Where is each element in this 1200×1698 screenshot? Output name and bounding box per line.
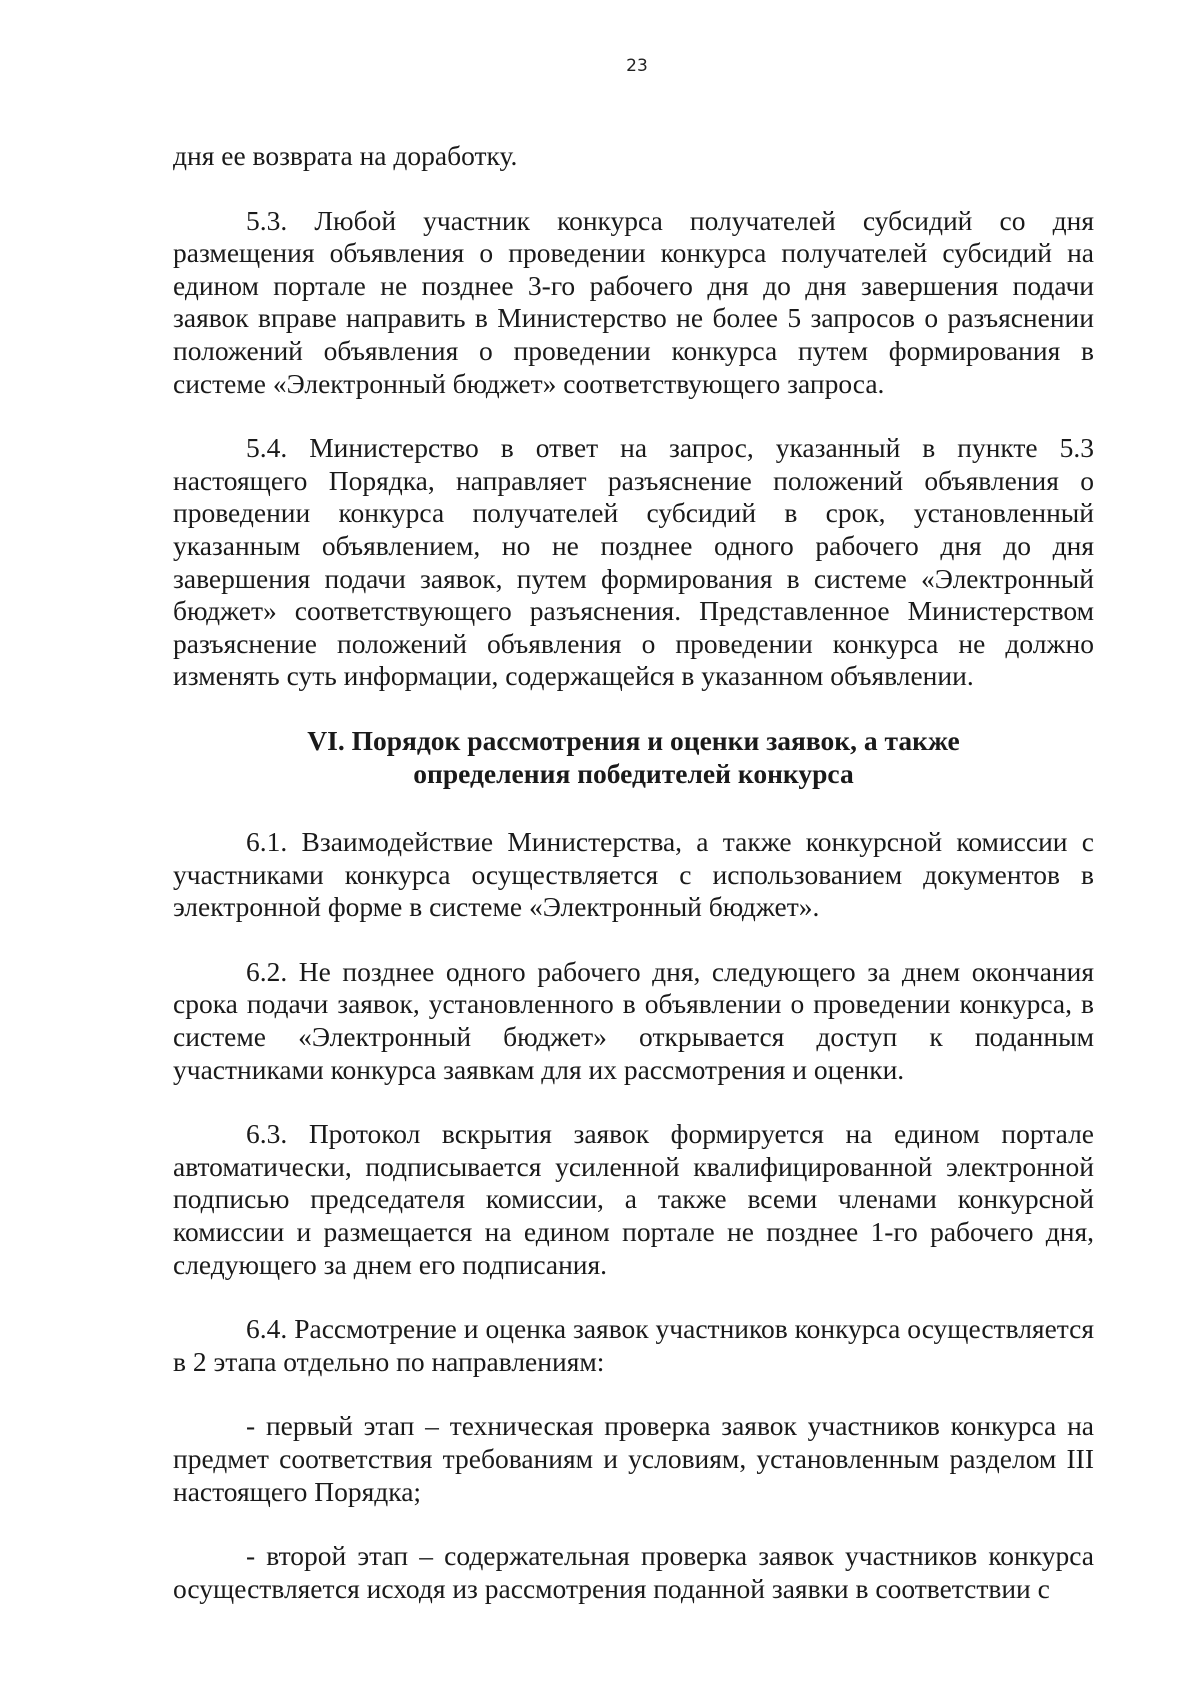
page-number: 23 xyxy=(626,56,648,76)
paragraph-6-3: 6.3. Протокол вскрытия заявок формируется на едином портале автоматически, подписывается усиленной квалифицированной электронной подписью председателя комиссии, а также всеми членами конкурсной комиссии и размещается на едином портале не позднее 1-го рабочего дня, следующего за днем его подписания. xyxy=(173,1118,1094,1280)
list-item-first-stage: - первый этап – техническая проверка заявок участников конкурса на предмет соответствия требованиям и условиям, установленным разделом III настоящего Порядка; xyxy=(173,1410,1094,1507)
list-item-second-stage: - второй этап – содержательная проверка заявок участников конкурса осуществляется исходя из рассмотрения поданной заявки в соответствии с xyxy=(173,1540,1094,1604)
paragraph-continuation: дня ее возврата на доработку. xyxy=(173,140,518,171)
paragraph-6-1: 6.1. Взаимодействие Министерства, а также конкурсной комиссии с участниками конкурса осуществляется с использованием документов в электронной форме в системе «Электронный бюджет». xyxy=(173,826,1094,923)
document-body xyxy=(173,140,1094,1637)
paragraph-6-2: 6.2. Не позднее одного рабочего дня, следующего за днем окончания срока подачи заявок, установленного в объявлении о проведении конкурса, в системе «Электронный бюджет» открывается доступ к поданным участниками конкурса заявкам для их рассмотрения и оценки. xyxy=(173,955,1094,1085)
paragraph-5-4: 5.4. Министерство в ответ на запрос, указанный в пункте 5.3 настоящего Порядка, направляет разъяснение положений объявления о проведении конкурса получателей субсидий в срок, установленный указанным объявлением, но не позднее одного рабочего дня до дня завершения подачи заявок, путем формирования в системе «Электронный бюджет» соответствующего разъяснения. Представленное Министерством разъяснение положений объявления о проведении конкурса не должно изменять суть информации, содержащейся в указанном объявлении. xyxy=(173,432,1094,692)
section-heading-line-2: определения победителей конкурса xyxy=(413,757,854,789)
paragraph-5-3: 5.3. Любой участник конкурса получателей субсидий со дня размещения объявления о проведении конкурса получателей субсидий на едином портале не позднее 3-го рабочего дня до дня завершения подачи заявок вправе направить в Министерство не более 5 запросов о разъяснении положений объявления о проведении конкурса путем формирования в системе «Электронный бюджет» соответствующего запроса. xyxy=(173,204,1094,399)
section-heading xyxy=(173,725,1094,790)
section-heading-line-1: VI. Порядок рассмотрения и оценки заявок, а также xyxy=(307,724,960,756)
paragraph-6-4: 6.4. Рассмотрение и оценка заявок участников конкурса осуществляется в 2 этапа отдельно по направлениям: xyxy=(173,1313,1094,1377)
